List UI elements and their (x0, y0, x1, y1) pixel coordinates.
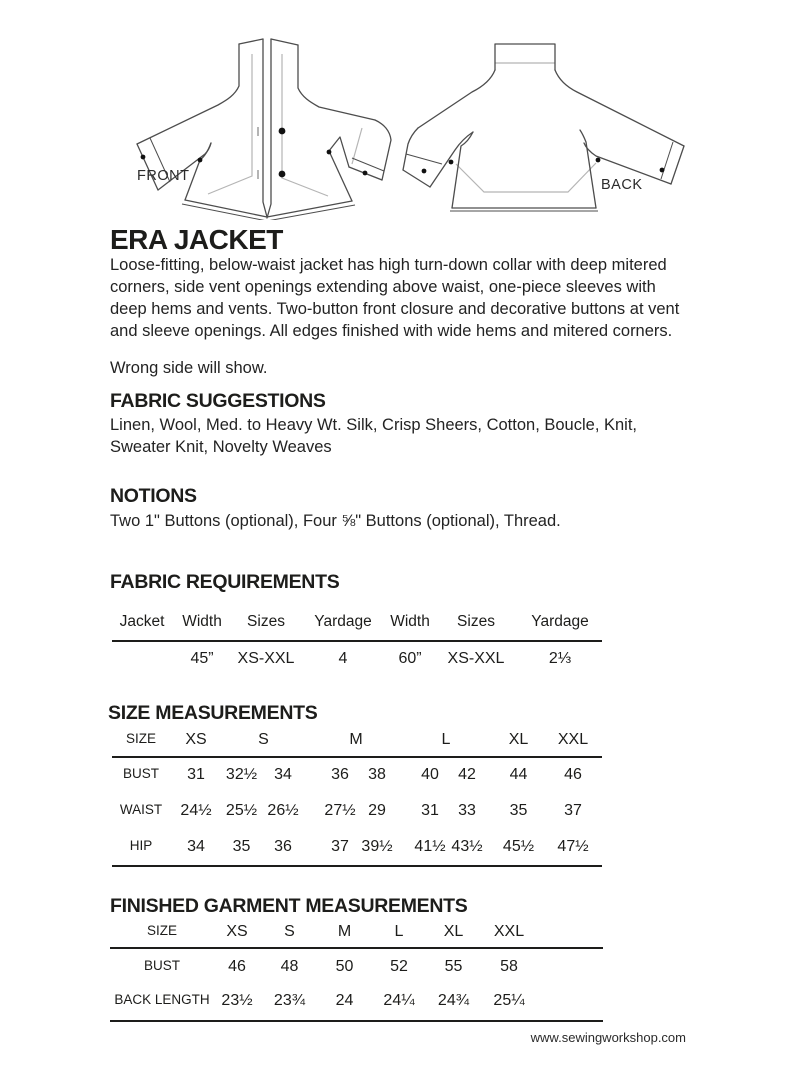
table-row-back-length: BACK LENGTH 23½ 23¾ 24 24¼ 24¾ 25¼ (112, 992, 602, 1010)
fr-col-yardage-45: Yardage (314, 613, 372, 630)
section-heading-fabric-requirements: FABRIC REQUIREMENTS (110, 571, 340, 593)
size-measurements-top-rule (112, 756, 602, 758)
table-row-finished-bust: BUST 46 48 50 52 55 58 (112, 958, 602, 976)
back-view-label: BACK (601, 177, 643, 193)
sm-col-xl: XL (508, 731, 529, 748)
fr-val-sizes-60: XS-XXL (447, 650, 505, 667)
sm-col-m: M (349, 731, 363, 748)
fr-val-yardage-45: 4 (338, 650, 348, 667)
finished-garment-top-rule (110, 947, 603, 949)
fr-col-width-45: Width (182, 613, 222, 630)
fr-col-jacket: Jacket (119, 613, 165, 630)
fabric-requirements-header-row (112, 613, 602, 631)
page-title: ERA JACKET (110, 224, 283, 255)
section-heading-finished-garment: FINISHED GARMENT MEASUREMENTS (110, 895, 468, 917)
fg-col-xxl: XXL (493, 923, 525, 940)
row-label: BUST (122, 766, 159, 781)
front-button-top (279, 128, 286, 135)
finished-garment-header-row (112, 923, 602, 941)
table-row-bust: BUST 31 32½ 34 36 38 40 42 44 46 (112, 766, 602, 784)
fr-val-jacket (112, 650, 172, 668)
fr-val-width-60: 60” (398, 650, 422, 667)
row-label: BACK LENGTH (114, 992, 210, 1007)
sm-col-size: SIZE (125, 731, 156, 746)
row-label: HIP (129, 838, 153, 853)
fg-col-m: M (337, 923, 352, 940)
section-heading-fabric-suggestions: FABRIC SUGGESTIONS (110, 390, 326, 412)
fr-val-sizes-45: XS-XXL (237, 650, 295, 667)
section-heading-size-measurements: SIZE MEASUREMENTS (108, 702, 318, 724)
fr-col-yardage-60: Yardage (531, 613, 589, 630)
table-row-waist: WAIST 24½ 25½ 26½ 27½ 29 31 33 35 37 (112, 802, 602, 820)
pattern-description: Loose-fitting, below-waist jacket has high turn-down collar with deep mitered corners, side vent openings extending above waist, one-piece sleeves with deep hems and vents. Two-button front closure and decorative buttons at vent and sleeve openings. All edges finished with wide hems and mitered corners. (110, 256, 680, 340)
front-view-drawing (112, 30, 422, 220)
fr-col-sizes-45: Sizes (247, 613, 285, 630)
size-measurements-bottom-rule (112, 865, 602, 867)
sm-col-xxl: XXL (557, 731, 589, 748)
notions-text: Two 1" Buttons (optional), Four ⅝" Buttons (optional), Thread. (110, 512, 561, 530)
size-measurements-header-row (112, 731, 602, 749)
table-row-hip: HIP 34 35 36 37 39½ 41½ 43½ 45½ 47½ (112, 838, 602, 856)
website-url: www.sewingworkshop.com (530, 1030, 686, 1045)
sm-col-s: S (258, 731, 269, 748)
fabric-requirements-rule (112, 640, 602, 642)
fg-col-xl: XL (443, 923, 464, 940)
wrong-side-note: Wrong side will show. (110, 359, 268, 377)
fr-col-width-60: Width (390, 613, 430, 630)
fg-col-xs: XS (226, 923, 248, 940)
finished-garment-bottom-rule (110, 1020, 603, 1022)
fabric-requirements-value-row (112, 650, 602, 668)
front-view-label: FRONT (137, 168, 190, 184)
row-label: WAIST (119, 802, 163, 817)
fg-col-size: SIZE (146, 923, 177, 938)
fabric-suggestions-text: Linen, Wool, Med. to Heavy Wt. Silk, Crisp Sheers, Cotton, Boucle, Knit, Sweater Knit, Novelty Weaves (110, 416, 638, 456)
section-heading-notions: NOTIONS (110, 485, 197, 507)
back-view-drawing (400, 30, 700, 220)
sm-col-xs: XS (185, 731, 207, 748)
fr-val-yardage-60: 2⅓ (548, 650, 572, 667)
fg-col-l: L (394, 923, 404, 940)
fr-col-sizes-60: Sizes (457, 613, 495, 630)
row-label: BUST (143, 958, 180, 973)
front-button-bottom (279, 171, 286, 178)
fg-col-s: S (284, 923, 295, 940)
sm-col-l: L (441, 731, 451, 748)
fr-val-width-45: 45” (190, 650, 214, 667)
